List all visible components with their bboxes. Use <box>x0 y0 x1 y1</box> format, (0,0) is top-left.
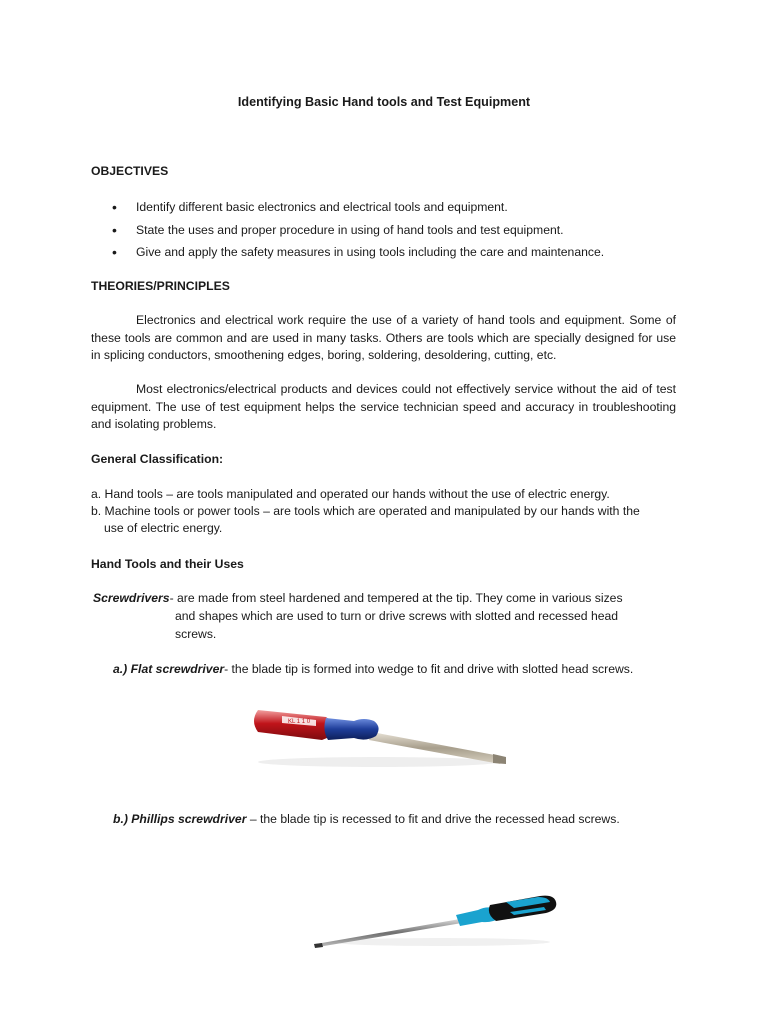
flat-screwdriver-photo-icon <box>238 690 510 770</box>
flat-screwdriver-item <box>113 661 633 679</box>
screwdrivers-definition <box>93 590 623 608</box>
objective-item: • Give and apply the safety measures in using tools including the care and maintenance. <box>112 243 604 266</box>
phillips-screwdriver-photo-icon <box>310 888 562 950</box>
screwdrivers-text-line-3: screws. <box>175 627 217 641</box>
paragraph-text: Electronics and electrical work require the use of a variety of hand tools and equipment. Some of these tools are common and are used in many tasks. Others are tools which are specially designed for use in splicing conductors, smoothening edges, boring, soldering, desoldering, cutting, etc. <box>91 313 676 362</box>
objectives-heading: OBJECTIVES <box>91 164 169 178</box>
paragraph-text: Most electronics/electrical products and devices could not effectively service without the aid of test equipment. The use of test equipment helps the service technician speed and accuracy in troubleshooting and isolating problems. <box>91 382 676 431</box>
flat-screwdriver-desc: - the blade tip is formed into wedge to fit and drive with slotted head screws. <box>224 662 634 676</box>
classification-item-b-continued: use of electric energy. <box>104 521 223 535</box>
classification-item-b: b. Machine tools or power tools – are tools which are operated and manipulated by our hands with the <box>91 504 640 518</box>
theories-paragraph-2 <box>91 381 676 434</box>
hand-tools-heading: Hand Tools and their Uses <box>91 557 244 571</box>
screwdrivers-text: - are made from steel hardened and tempered at the tip. They come in various sizes <box>169 591 623 605</box>
document-title: Identifying Basic Hand tools and Test Equipment <box>237 95 531 109</box>
objective-item: • Identify different basic electronics and electrical tools and equipment. <box>112 198 604 221</box>
objective-item: • State the uses and proper procedure in using of hand tools and test equipment. <box>112 221 604 244</box>
screwdrivers-text-line-2: and shapes which are used to turn or drive screws with slotted and recessed head <box>175 609 619 623</box>
theories-paragraph-1 <box>91 312 676 365</box>
classification-heading: General Classification: <box>91 452 224 466</box>
phillips-screwdriver-label: b.) Phillips screwdriver <box>113 812 247 826</box>
svg-text:KL 1 1 0: KL 1 1 0 <box>288 719 311 725</box>
screwdrivers-term: Screwdrivers <box>93 591 170 605</box>
classification-item-a: a. Hand tools – are tools manipulated and operated our hands without the use of electric energy. <box>91 487 610 501</box>
flat-screwdriver-label: a.) Flat screwdriver <box>113 662 225 676</box>
phillips-screwdriver-item <box>113 811 620 829</box>
objectives-list <box>112 198 604 266</box>
phillips-screwdriver-desc: – the blade tip is recessed to fit and drive the recessed head screws. <box>246 812 620 826</box>
theories-heading: THEORIES/PRINCIPLES <box>91 279 230 293</box>
